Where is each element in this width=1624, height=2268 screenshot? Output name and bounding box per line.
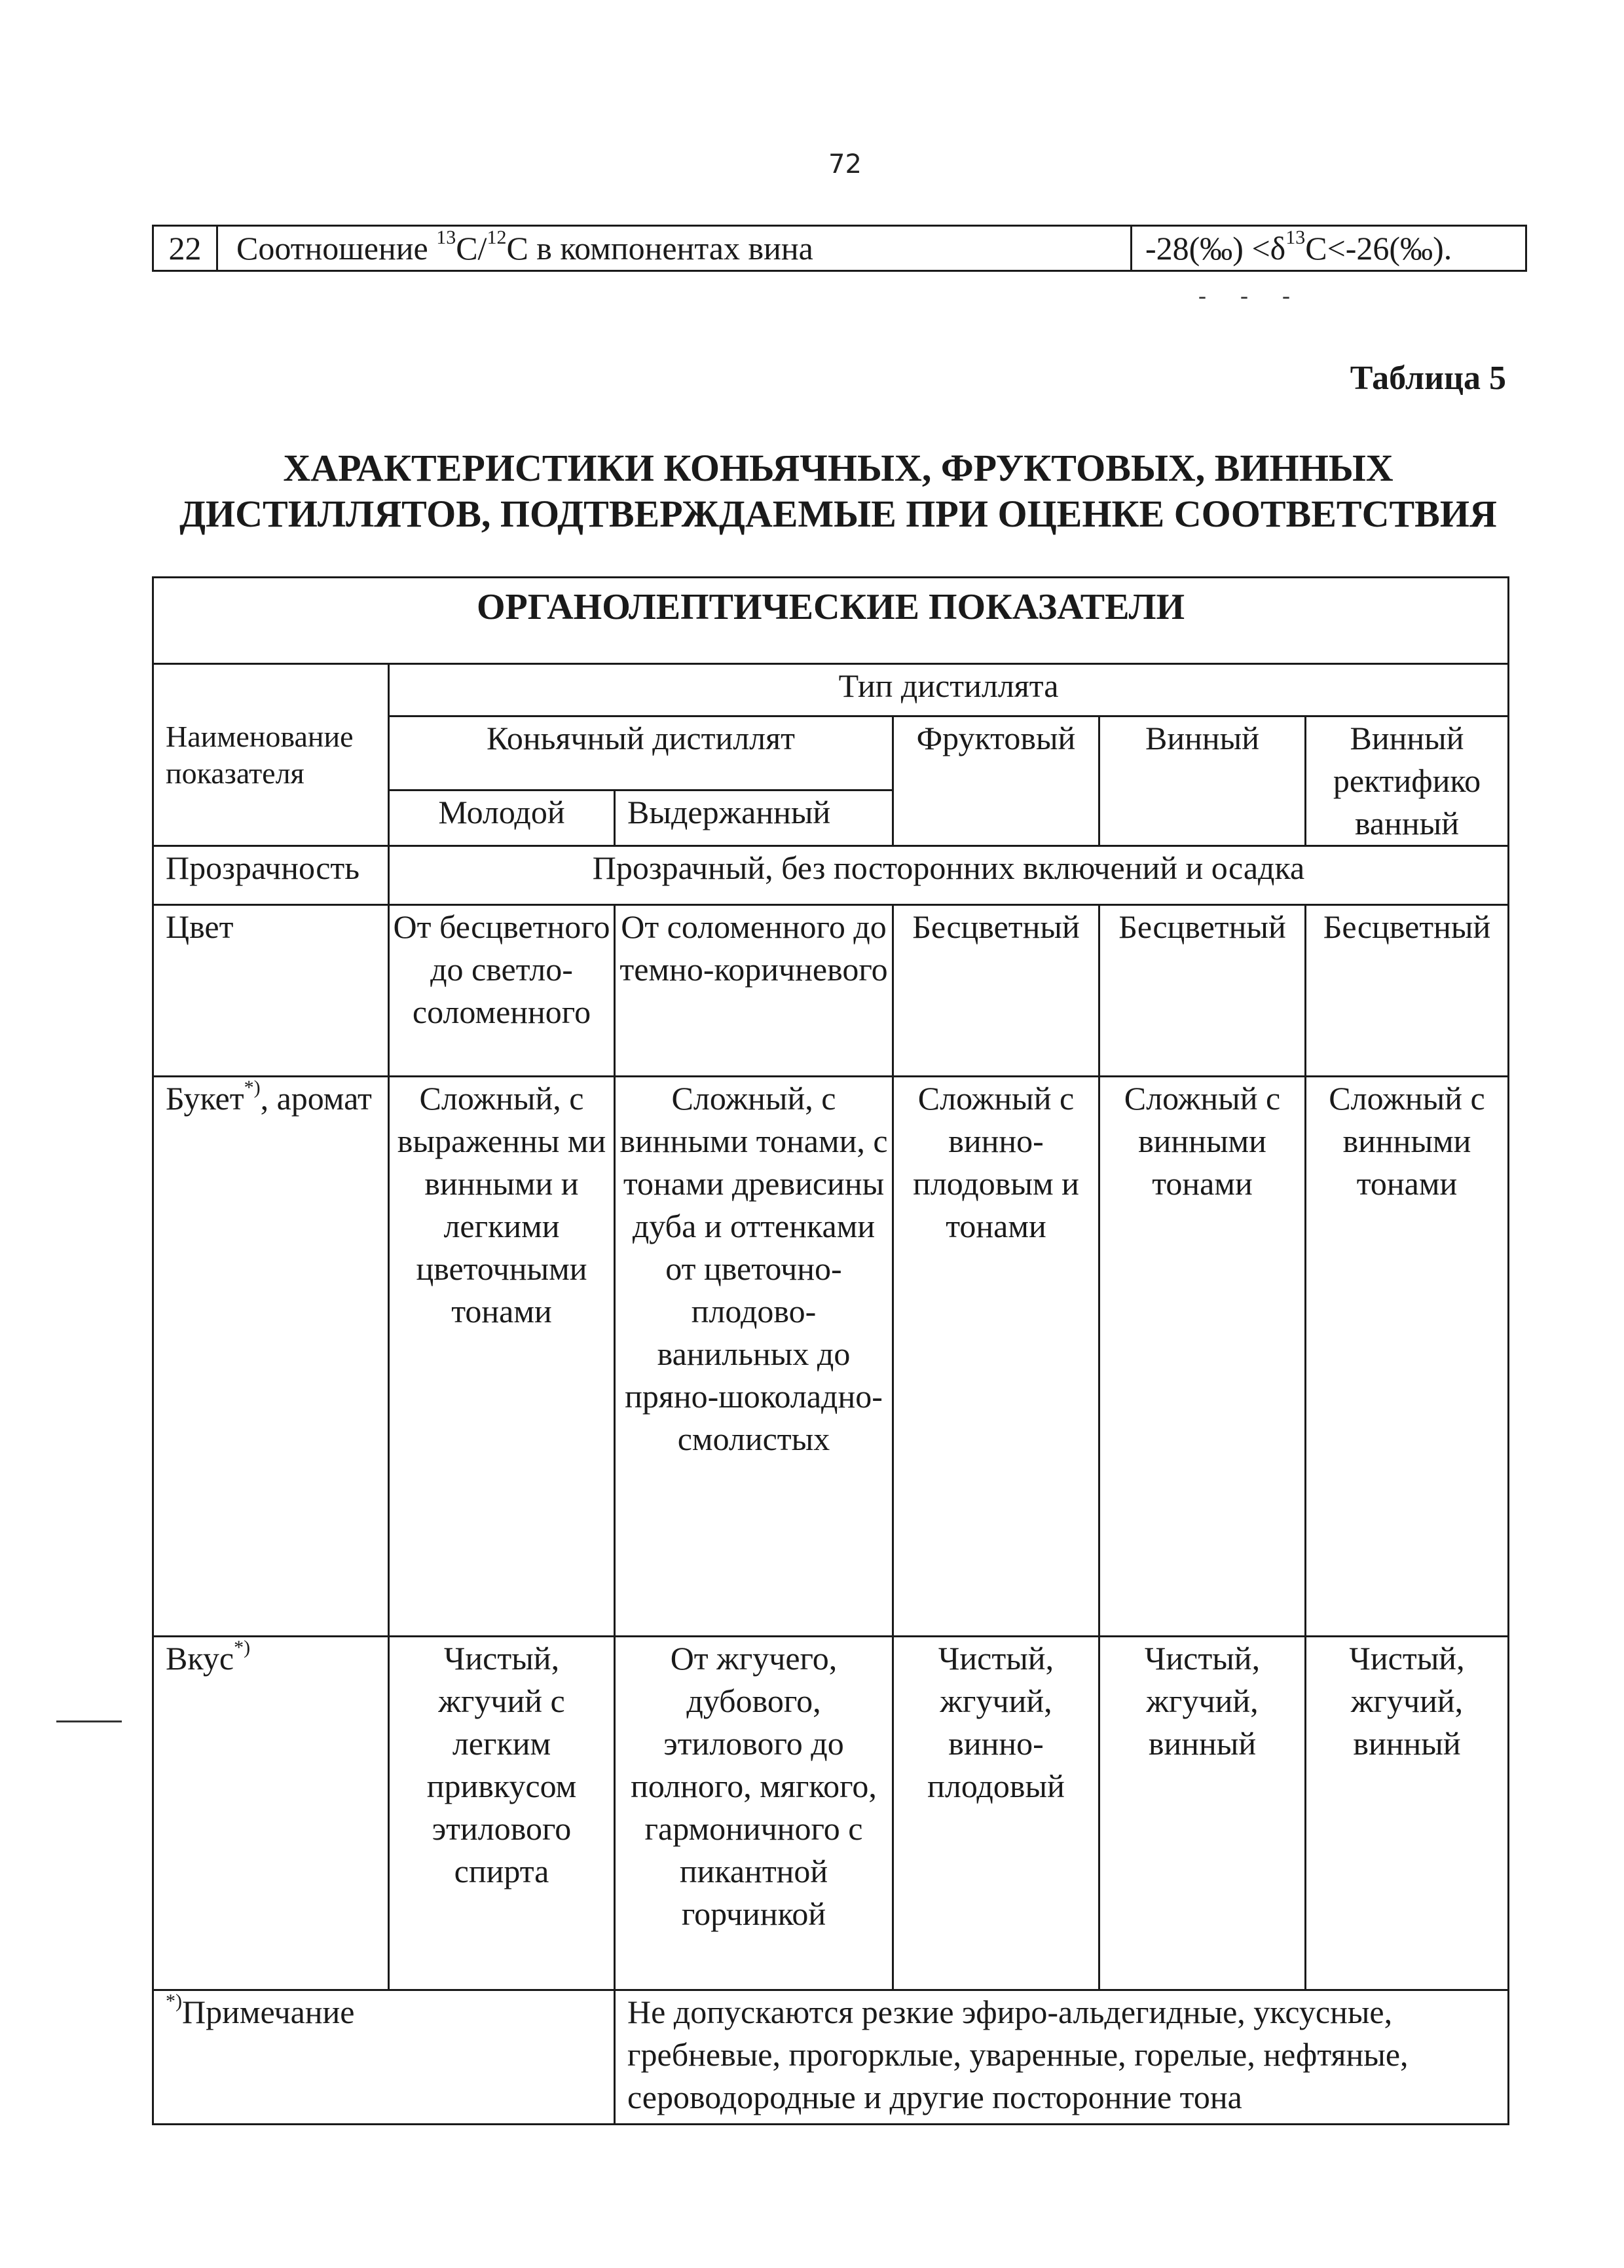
section-header: ОРГАНОЛЕПТИЧЕСКИЕ ПОКАЗАТЕЛИ [153,578,1509,664]
taste-wine-rectified: Чистый, жгучий, винный [1306,1637,1509,1990]
note-text: Не допускаются резкие эфиро-альдегидные, уксусные, гребневые, прогорклые, уваренные, горелые, нефтяные, сероводородные и другие посторонние тона [615,1990,1509,2125]
color-wine: Бесцветный [1099,905,1306,1077]
color-aged: От соломенного до темно-коричневого [615,905,893,1077]
row-value: -28(‰) $<\delta^{13}С<-26(‰)$. [1132,226,1526,271]
young-header: Молодой [389,790,615,846]
note-label: *)Примечание [153,1990,615,2125]
taste-aged: От жгучего, дубового, этилового до полного, мягкого, гармоничного с пикантной горчинкой [615,1637,893,1990]
color-fruit: Бесцветный [893,905,1099,1077]
type-header: Тип дистиллята [389,664,1509,716]
table-title [151,445,1526,537]
color-young: От бесцветного до светло-соломенного [389,905,615,1077]
wine-header: Винный [1099,716,1306,846]
page-number: 72 [828,149,862,179]
bouquet-young: Сложный, с выраженны ми винными и легкими цветочными тонами [389,1077,615,1637]
table-title-line-1: ХАРАКТЕРИСТИКИ КОНЬЯЧНЫХ, ФРУКТОВЫХ, ВИННЫХ [283,447,1393,489]
previous-table-row [152,225,1527,272]
taste-wine: Чистый, жгучий, винный [1099,1637,1306,1990]
bouquet-wine: Сложный с винными тонами [1099,1077,1306,1637]
color-label: Цвет [153,905,389,1077]
margin-mark [56,1720,122,1722]
bouquet-aged: Сложный, с винными тонами, с тонами древисины дуба и оттенками от цветочно-плодово-ванильных до пряно-шоколадно-смолистых [615,1077,893,1637]
bouquet-fruit: Сложный с винно-плодовым и тонами [893,1077,1099,1637]
indicator-header: Наименование показателя [153,664,389,846]
table-title-line-2: ДИСТИЛЛЯТОВ, ПОДТВЕРЖДАЕМЫЕ ПРИ ОЦЕНКЕ СООТВЕТСТВИЯ [179,493,1497,535]
table-label: Таблица 5 [1350,360,1506,397]
aged-header: Выдержанный [615,790,893,846]
taste-fruit: Чистый, жгучий, винно-плодовый [893,1637,1099,1990]
taste-label: Вкус*) [153,1637,389,1990]
bouquet-label: Букет*), аромат [153,1077,389,1637]
clarity-value: Прозрачный, без посторонних включений и осадка [389,846,1509,905]
taste-young: Чистый, жгучий с легким привкусом этилового спирта [389,1637,615,1990]
row-indicator-name: Соотношение $^{13}$С/$^{12}$С в компонентах вина [217,226,1132,271]
row-number: 22 [153,226,217,271]
bouquet-wine-rectified: Сложный с винными тонами [1306,1077,1509,1637]
cognac-header: Коньячный дистиллят [389,716,893,790]
organoleptic-table [152,576,1509,2125]
fruit-header: Фруктовый [893,716,1099,846]
clarity-label: Прозрачность [153,846,389,905]
color-wine-rectified: Бесцветный [1306,905,1509,1077]
stray-dashes: --- [1198,282,1324,308]
wine-rectified-header: Винный ректифико ванный [1306,716,1509,846]
